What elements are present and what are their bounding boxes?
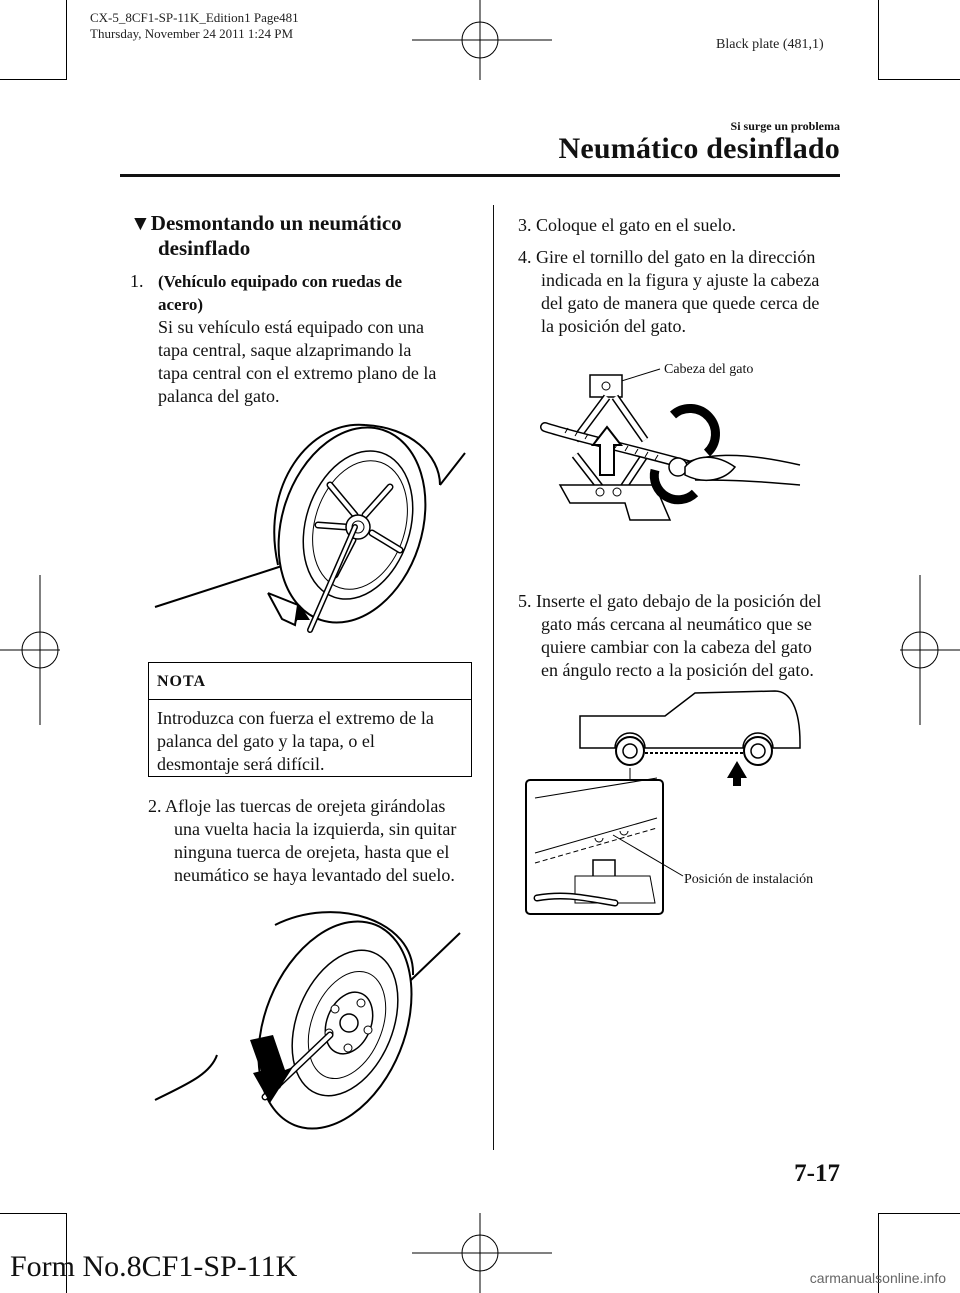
- step-1-line: tapa central con el extremo plano de la: [158, 363, 437, 383]
- illustration-hubcap-removal: [150, 415, 470, 645]
- crop-mark: [0, 79, 66, 80]
- step-2-line: una vuelta hacia la izquierda, sin quitar: [174, 819, 457, 839]
- form-number: Form No.8CF1-SP-11K: [10, 1250, 298, 1283]
- note-line: palanca del gato y la tapa, o el: [157, 731, 375, 751]
- step-5-line: en ángulo recto a la posición del gato.: [541, 660, 814, 680]
- header-rule: [120, 174, 840, 177]
- step-5: [518, 590, 858, 682]
- step-1-bold-line-1: (Vehículo equipado con ruedas de: [158, 272, 403, 291]
- section-name: Si surge un problema: [730, 119, 840, 133]
- step-2: [148, 795, 488, 887]
- registration-mark-left: [0, 575, 60, 725]
- registration-mark-top: [412, 0, 552, 80]
- step-3: 3. Coloque el gato en el suelo.: [518, 215, 736, 235]
- illustration-jack-adjust: [535, 355, 845, 555]
- heading-line-2: desinflado: [158, 236, 251, 260]
- registration-mark-bottom: [412, 1213, 552, 1293]
- step-4-line: la posición del gato.: [541, 316, 686, 336]
- crop-mark: [878, 0, 879, 80]
- page-number: 7-17: [794, 1160, 840, 1187]
- step-4-line: indicada en la figura y ajuste la cabeza: [541, 270, 820, 290]
- step-2-line: neumático se haya levantado del suelo.: [174, 865, 455, 885]
- illustration-loosen-lug-nuts: [155, 905, 465, 1135]
- note-title: NOTA: [149, 663, 471, 700]
- step-2-line: ninguna tuerca de orejeta, hasta que el: [174, 842, 450, 862]
- step-5-line: quiere cambiar con la cabeza del gato: [541, 637, 812, 657]
- section-heading: [130, 211, 480, 261]
- step-4-line: del gato de manera que quede cerca de: [541, 293, 820, 313]
- crop-mark: [878, 1213, 960, 1214]
- plate-label: Black plate (481,1): [716, 37, 824, 52]
- watermark: carmanualsonline.info: [809, 1270, 946, 1286]
- step-1-number: 1.: [130, 271, 144, 291]
- crop-mark: [66, 0, 67, 80]
- step-1: [130, 270, 480, 408]
- note-box: [148, 662, 472, 777]
- step-5-line: gato más cercana al neumático que se: [541, 614, 812, 634]
- crop-mark: [0, 1213, 66, 1214]
- step-1-line: tapa central, saque alzaprimando la: [158, 340, 412, 360]
- registration-mark-right: [900, 575, 960, 725]
- slug-line-2: Thursday, November 24 2011 1:24 PM: [90, 26, 294, 41]
- heading-marker-icon: ▼: [130, 211, 151, 235]
- install-position-label: Posición de instalación: [684, 872, 814, 887]
- step-4-line: 4. Gire el tornillo del gato en la dirección: [518, 247, 816, 267]
- step-4: [518, 246, 858, 338]
- jack-head-label: Cabeza del gato: [664, 362, 754, 377]
- step-2-line: 2. Afloje las tuercas de orejeta girándolas: [148, 796, 446, 816]
- note-line: Introduzca con fuerza el extremo de la: [157, 708, 434, 728]
- heading-line-1: Desmontando un neumático: [150, 211, 402, 235]
- crop-mark: [878, 79, 960, 80]
- slug-line-1: CX-5_8CF1-SP-11K_Edition1 Page481: [90, 10, 299, 25]
- page-title: Neumático desinflado: [558, 132, 840, 165]
- slug: [90, 10, 299, 42]
- step-5-line: 5. Inserte el gato debajo de la posición del: [518, 591, 822, 611]
- step-1-line: Si su vehículo está equipado con una: [158, 317, 424, 337]
- note-line: desmontaje será difícil.: [157, 754, 325, 774]
- step-1-line: palanca del gato.: [158, 386, 280, 406]
- step-1-bold-line-2: acero): [158, 295, 203, 314]
- column-divider: [493, 205, 494, 1150]
